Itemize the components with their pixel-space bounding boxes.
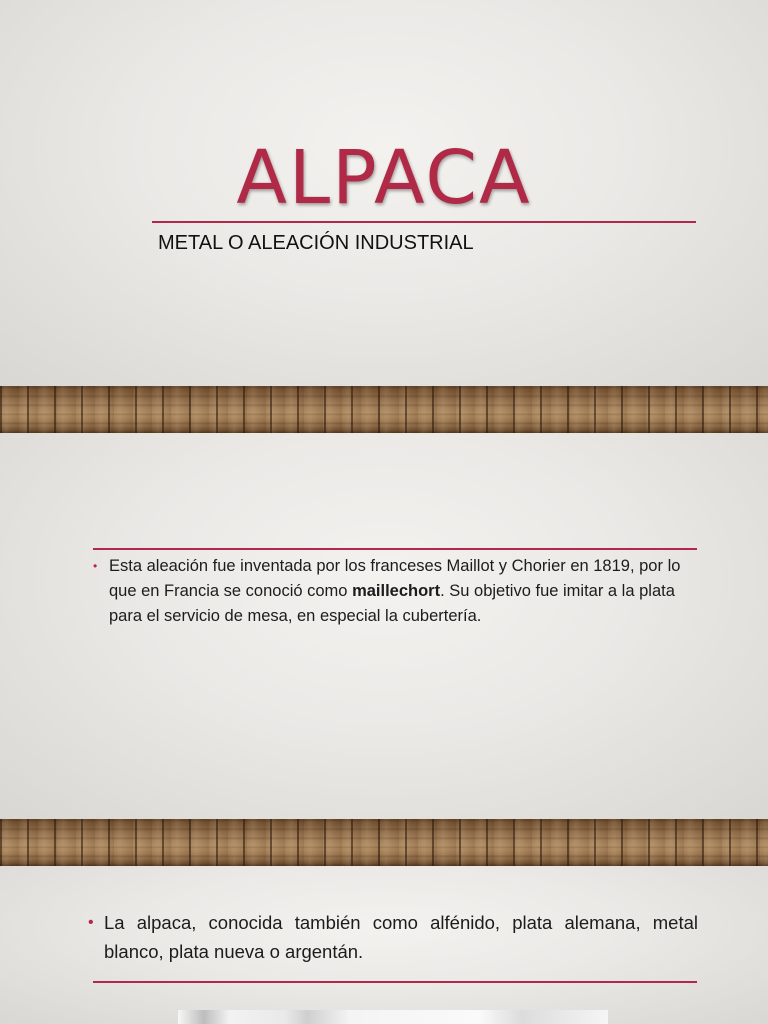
content-divider <box>93 981 697 983</box>
content-divider <box>93 548 697 550</box>
bullet-point-icon: • <box>93 559 98 573</box>
text-segment: . Su objetivo fue imitar a la plata para el servicio de mesa, en especial la cubertería. <box>109 582 675 625</box>
slide-title: ALPACA <box>236 135 532 221</box>
paragraph-text <box>93 554 693 629</box>
paragraph-text: La alpaca, conocida también como alfénido, plata alemana, metal blanco, plata nueva o argentán. <box>104 912 698 962</box>
bold-term: maillechort <box>352 582 441 600</box>
wood-floor-divider <box>0 386 768 433</box>
bullet-paragraph-history <box>93 554 693 629</box>
text-segment: Esta aleación fue inventada por los franceses Maillot y Chorier en 1819, por lo que en Francia se conoció como <box>109 557 681 600</box>
bullet-paragraph-names <box>88 908 698 966</box>
bullet-point-icon: • <box>88 914 94 931</box>
cutlery-photo <box>178 1010 608 1024</box>
title-divider <box>152 221 696 223</box>
slide-subtitle: METAL O ALEACIÓN INDUSTRIAL <box>158 232 474 254</box>
slide-1 <box>0 0 768 386</box>
wood-floor-divider <box>0 819 768 866</box>
